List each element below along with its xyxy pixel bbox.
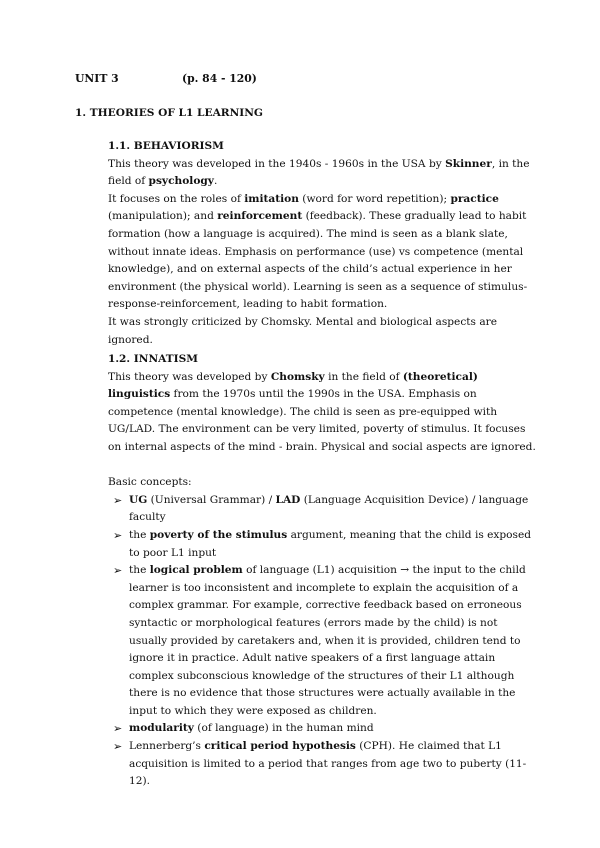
bold-term: imitation bbox=[244, 192, 299, 205]
unit-label: UNIT 3 bbox=[75, 72, 119, 85]
text-run: the bbox=[129, 564, 150, 577]
list-item bbox=[108, 562, 538, 720]
list-item bbox=[108, 492, 538, 527]
bold-term: practice bbox=[450, 192, 499, 205]
behaviorism-section bbox=[108, 138, 538, 349]
basic-concepts-label: Basic concepts: bbox=[108, 476, 192, 489]
text-run: of language (L1) acquisition → the input to the child learner is too inconsistent and incomplete to explain the acquisition of a complex grammar. For example, corrective feedback based on erroneous syntactic or morphological features (errors made by the child) is not usually provided by caretakers and, when it is provided, children tend to ignore it in practice. Adult native speakers of a first language attain complex subconscious knowledge of the structures of their L1 although there is no evidence that those structures were actually available in the input to which they were exposed as children. bbox=[129, 564, 526, 717]
bold-term: psychology bbox=[148, 175, 214, 188]
text-run: It focuses on the roles of bbox=[108, 192, 245, 205]
innatism-paragraph-1 bbox=[108, 369, 538, 457]
text-run: This theory was developed in the 1940s - 1960s in the USA by bbox=[108, 157, 446, 170]
behaviorism-paragraph-1 bbox=[108, 156, 538, 191]
text-run: (Universal Grammar) / bbox=[147, 493, 276, 506]
list-item bbox=[108, 738, 538, 791]
list-item bbox=[108, 720, 538, 738]
page-range: (p. 84 - 120) bbox=[182, 72, 257, 85]
arrow-bullet-icon: ➢ bbox=[113, 493, 123, 507]
bold-term: logical problem bbox=[149, 564, 243, 577]
text-run: the bbox=[129, 528, 150, 541]
arrow-bullet-icon: ➢ bbox=[113, 722, 123, 736]
section-title: 1. THEORIES OF L1 LEARNING bbox=[75, 107, 263, 119]
text-run: Lennerberg’s bbox=[129, 740, 205, 753]
innatism-section bbox=[108, 351, 538, 791]
behaviorism-title: 1.1. BEHAVIORISM bbox=[108, 140, 224, 152]
text-run: argument, meaning that the child is exposed to poor L1 input bbox=[129, 528, 532, 559]
list-item bbox=[108, 527, 538, 562]
bold-term: Chomsky bbox=[270, 370, 325, 383]
text-run: in the field of bbox=[324, 370, 403, 383]
arrow-bullet-icon: ➢ bbox=[113, 564, 123, 578]
innatism-title: 1.2. INNATISM bbox=[108, 353, 198, 365]
bold-term: Skinner bbox=[445, 157, 492, 170]
bold-term: critical period hypothesis bbox=[204, 740, 356, 753]
bold-term: UG bbox=[129, 493, 148, 506]
text-run: (Language Acquisition Device) / language faculty bbox=[129, 493, 529, 524]
bold-term: (theoretical) linguistics bbox=[108, 370, 478, 401]
bold-term: reinforcement bbox=[217, 210, 303, 223]
behaviorism-paragraph-2 bbox=[108, 191, 538, 314]
text-run: (word for word repetition); bbox=[298, 192, 451, 205]
bold-term: poverty of the stimulus bbox=[149, 528, 288, 541]
unit-header bbox=[75, 70, 257, 88]
text-run: (CPH). He claimed that L1 acquisition is limited to a period that ranges from age two to puberty (11-12). bbox=[129, 740, 527, 788]
bold-term: LAD bbox=[275, 493, 301, 506]
text-run: . bbox=[213, 175, 218, 188]
arrow-bullet-icon: ➢ bbox=[113, 528, 123, 542]
text-run: (manipulation); and bbox=[108, 210, 218, 223]
bold-term: modularity bbox=[129, 722, 194, 735]
text-run: , in the field of bbox=[108, 157, 530, 188]
text-run: This theory was developed by bbox=[108, 370, 271, 383]
text-run: (of language) in the human mind bbox=[193, 722, 374, 735]
text-run: (feedback). These gradually lead to habit formation (how a language is acquired). The mind is seen as a blank slate, without innate ideas. Emphasis on performance (use) vs competence (mental knowledge), and on external aspects of the child’s actual experience in her environment (the physical world). Learning is seen as a sequence of stimulus-response-reinforcement, leading to habit formation. bbox=[108, 210, 528, 311]
text-run: from the 1970s until the 1990s in the USA. Emphasis on competence (mental knowledge). The child is seen as pre-equipped with UG/LAD. The environment can be very limited, poverty of stimulus. It focuses on internal aspects of the mind - brain. Physical and social aspects are ignored. bbox=[108, 388, 536, 453]
basic-concepts-list bbox=[108, 492, 538, 791]
arrow-bullet-icon: ➢ bbox=[113, 740, 123, 754]
paragraph-gap bbox=[108, 457, 538, 475]
behaviorism-paragraph-3: It was strongly criticized by Chomsky. Mental and biological aspects are ignored. bbox=[108, 315, 497, 346]
